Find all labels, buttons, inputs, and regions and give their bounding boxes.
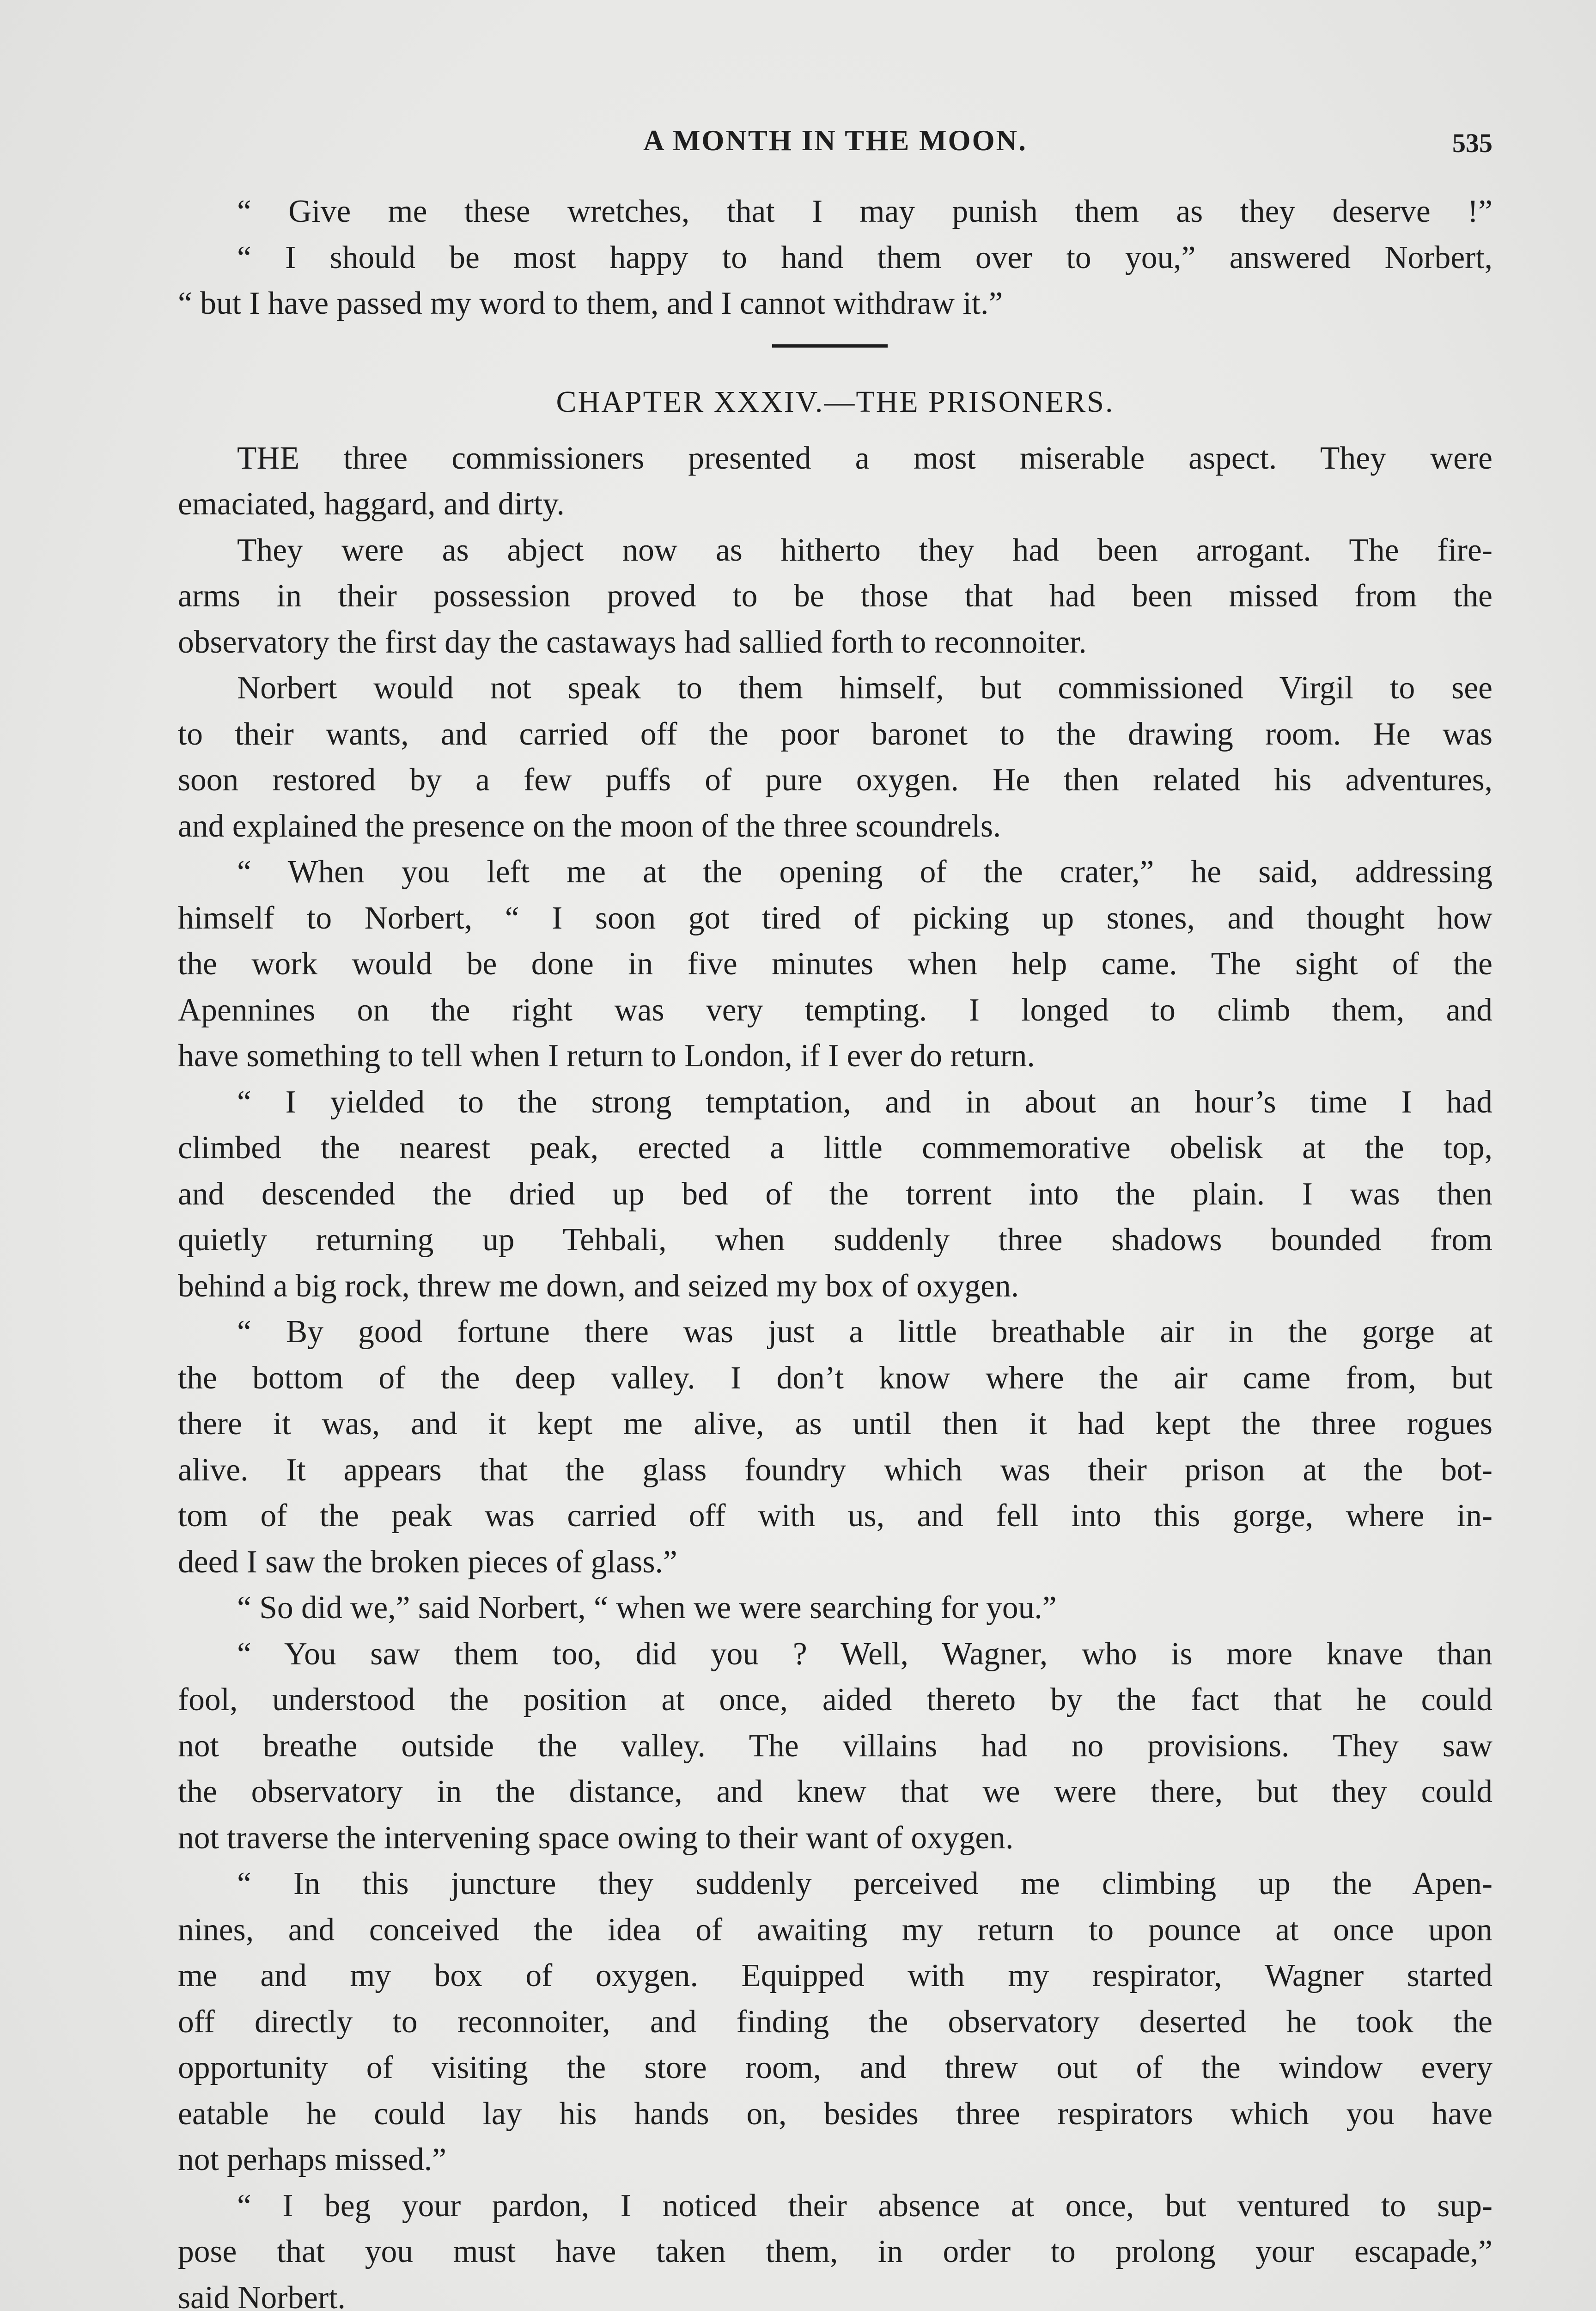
text-line: soon restored by a few puffs of pure oxygen. He then related his adventures, (178, 762, 1492, 798)
running-head (178, 124, 1492, 161)
text-line: himself to Norbert, “ I soon got tired of picking up stones, and thought how (178, 900, 1492, 936)
text-line: They were as abject now as hitherto they had been arrogant. The fire- (237, 532, 1492, 568)
text-line: the observatory in the distance, and knew that we were there, but they could (178, 1774, 1492, 1810)
text-line: have something to tell when I return to London, if I ever do return. (178, 1038, 1035, 1074)
text-line: “ So did we,” said Norbert, “ when we were searching for you.” (237, 1590, 1057, 1626)
text-line: “ In this juncture they suddenly perceived me climbing up the Apen- (237, 1866, 1492, 1901)
text-line: and explained the presence on the moon of the three scoundrels. (178, 808, 1001, 844)
text-line: said Norbert. (178, 2280, 346, 2311)
text-line: fool, understood the position at once, aided thereto by the fact that he could (178, 1682, 1492, 1718)
text-line: “ When you left me at the opening of the crater,” he said, addressing (237, 854, 1492, 890)
text-line: “ but I have passed my word to them, and I cannot withdraw it.” (178, 286, 1003, 321)
text-line: quietly returning up Tehbali, when suddenly three shadows bounded from (178, 1222, 1492, 1258)
text-line: to their wants, and carried off the poor baronet to the drawing room. He was (178, 716, 1492, 752)
text-line: me and my box of oxygen. Equipped with my respirator, Wagner started (178, 1958, 1492, 1993)
text-line: pose that you must have taken them, in order to prolong your escapade,” (178, 2234, 1492, 2269)
chapter-heading: CHAPTER XXXIV.—THE PRISONERS. (556, 385, 1115, 419)
text-line: “ I yielded to the strong temptation, and in about an hour’s time I had (237, 1084, 1492, 1120)
text-line: THE three commissioners presented a most miserable aspect. They were (237, 440, 1492, 476)
text-line: “ I should be most happy to hand them over to you,” answered Norbert, (237, 239, 1492, 275)
text-line: Norbert would not speak to them himself, but commissioned Virgil to see (237, 670, 1492, 706)
text-line: emaciated, haggard, and dirty. (178, 486, 565, 522)
lines-after (178, 435, 1492, 2311)
section-rule (772, 344, 888, 348)
text-line: there it was, and it kept me alive, as until then it had kept the three rogues (178, 1406, 1492, 1442)
text-line: not breathe outside the valley. The villains had no provisions. They saw (178, 1728, 1492, 1764)
text-line: off directly to reconnoiter, and finding the observatory deserted he took the (178, 2004, 1492, 2040)
text-line: “ Give me these wretches, that I may punish them as they deserve !” (237, 194, 1492, 229)
text-line: “ You saw them too, did you ? Well, Wagner, who is more knave than (237, 1636, 1492, 1672)
text-line: climbed the nearest peak, erected a little commemorative obelisk at the top, (178, 1130, 1492, 1166)
running-title: A MONTH IN THE MOON. (643, 124, 1027, 157)
text-line: “ By good fortune there was just a little breathable air in the gorge at (237, 1314, 1492, 1350)
section-divider-line (178, 327, 1492, 373)
text-line: nines, and conceived the idea of awaiting my return to pounce at once upon (178, 1912, 1492, 1948)
text-line: opportunity of visiting the store room, and threw out of the window every (178, 2050, 1492, 2085)
text-line: alive. It appears that the glass foundry which was their prison at the bot- (178, 1452, 1492, 1488)
lines-before (178, 189, 1492, 327)
text-line: observatory the first day the castaways had sallied forth to reconnoiter. (178, 624, 1087, 660)
text-line: tom of the peak was carried off with us, and fell into this gorge, where in- (178, 1498, 1492, 1534)
text-line: eatable he could lay his hands on, besides three respirators which you have (178, 2096, 1492, 2132)
text-line: deed I saw the broken pieces of glass.” (178, 1544, 677, 1580)
text-line: not traverse the intervening space owing to their want of oxygen. (178, 1820, 1014, 1856)
page-number: 535 (1452, 128, 1492, 158)
text-line: and descended the dried up bed of the torrent into the plain. I was then (178, 1176, 1492, 1212)
text-line: behind a big rock, threw me down, and seized my box of oxygen. (178, 1268, 1019, 1304)
body-text (178, 189, 1492, 2311)
text-line: the bottom of the deep valley. I don’t know where the air came from, but (178, 1360, 1492, 1396)
text-line: Apennines on the right was very tempting. I longed to climb them, and (178, 992, 1492, 1028)
text-line: “ I beg your pardon, I noticed their absence at once, but ventured to sup- (237, 2188, 1492, 2224)
text-line: not perhaps missed.” (178, 2142, 446, 2177)
text-line: the work would be done in five minutes when help came. The sight of the (178, 946, 1492, 982)
text-line: arms in their possession proved to be those that had been missed from the (178, 578, 1492, 614)
